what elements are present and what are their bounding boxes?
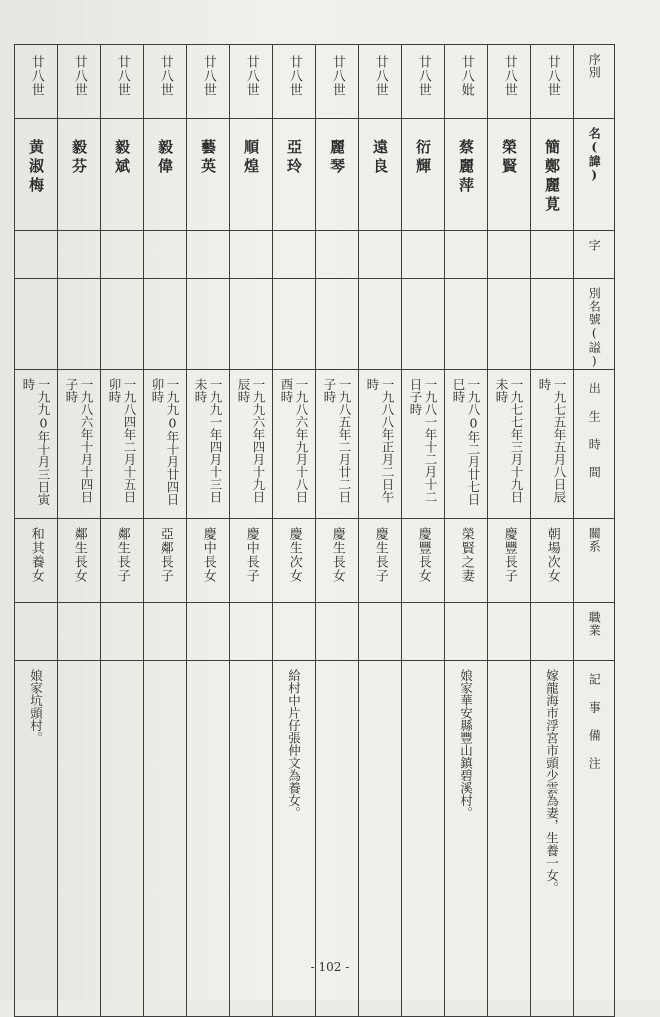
alias-cell xyxy=(187,279,230,370)
name-cell-text: 麗琴 xyxy=(328,139,346,177)
relation-cell-text: 亞鄰長子 xyxy=(157,527,173,583)
header-birth xyxy=(574,370,615,519)
birth-time-cell xyxy=(359,370,402,519)
relation-cell xyxy=(531,519,574,603)
header-gen xyxy=(574,45,615,119)
header-alias xyxy=(574,279,615,370)
gen-cell xyxy=(402,45,445,119)
gen-cell xyxy=(101,45,144,119)
relation-cell-text: 慶生長女 xyxy=(329,527,345,583)
header-courtesy xyxy=(574,231,615,279)
relation-cell-text: 朝場次女 xyxy=(544,527,560,583)
relation-cell-text: 慶中長子 xyxy=(243,527,259,583)
relation-cell-text: 慶生長子 xyxy=(372,527,388,583)
gen-cell xyxy=(316,45,359,119)
birth-time-cell-text: 一九七五年五月八日辰時 xyxy=(537,378,567,503)
relation-cell-text: 慶生次女 xyxy=(286,527,302,583)
occupation-cell xyxy=(58,603,101,661)
relation-cell xyxy=(230,519,273,603)
gen-cell-text: 廿八妣 xyxy=(458,55,474,97)
gen-cell xyxy=(531,45,574,119)
birth-time-cell-text: 一九九0年十月廿四日卯時 xyxy=(150,378,180,506)
birth-time-cell xyxy=(445,370,488,519)
name-cell-text: 毅偉 xyxy=(156,139,174,177)
header-birth-label: 出生時間 xyxy=(587,382,602,494)
gen-cell-text: 廿八世 xyxy=(157,55,173,97)
notes-cell-text: 給村中片仔張仲文為養女。 xyxy=(286,669,302,819)
relation-cell-text: 鄰生長子 xyxy=(114,527,130,583)
birth-time-cell-text: 一九八八年正月二日午時 xyxy=(365,378,395,503)
birth-time-cell-text: 一九七七年三月十九日未時 xyxy=(494,378,524,503)
header-occupation xyxy=(574,603,615,661)
name-cell-text: 衍輝 xyxy=(414,139,432,177)
gen-cell-text: 廿八世 xyxy=(200,55,216,97)
gen-cell xyxy=(144,45,187,119)
birth-time-cell xyxy=(101,370,144,519)
name-cell xyxy=(359,119,402,231)
name-cell-text: 黄淑梅 xyxy=(27,139,45,196)
page-number: - 102 - xyxy=(310,960,350,974)
relation-cell xyxy=(445,519,488,603)
relation-cell xyxy=(187,519,230,603)
birth-time-cell-text: 一九九六年四月十九日辰時 xyxy=(236,378,266,503)
relation-cell xyxy=(316,519,359,603)
courtesy-cell xyxy=(402,231,445,279)
name-cell-text: 蔡麗萍 xyxy=(457,139,475,196)
occupation-cell xyxy=(273,603,316,661)
alias-cell xyxy=(445,279,488,370)
header-courtesy-label: 字 xyxy=(587,239,602,252)
occupation-cell xyxy=(445,603,488,661)
occupation-cell xyxy=(359,603,402,661)
alias-cell xyxy=(230,279,273,370)
relation-cell xyxy=(101,519,144,603)
birth-time-cell xyxy=(187,370,230,519)
gen-cell xyxy=(273,45,316,119)
gen-cell-text: 廿八世 xyxy=(329,55,345,97)
alias-cell xyxy=(58,279,101,370)
gen-cell-text: 廿八世 xyxy=(71,55,87,97)
name-cell-text: 順煌 xyxy=(242,139,260,177)
occupation-cell xyxy=(402,603,445,661)
courtesy-cell xyxy=(144,231,187,279)
alias-cell xyxy=(402,279,445,370)
gen-cell xyxy=(445,45,488,119)
gen-cell-text: 廿八世 xyxy=(544,55,560,97)
birth-time-cell xyxy=(531,370,574,519)
gen-cell-text: 廿八世 xyxy=(243,55,259,97)
birth-time-cell xyxy=(144,370,187,519)
header-relation-label: 關系 xyxy=(587,527,602,553)
notes-cell-text: 娘家坑頭村。 xyxy=(28,669,44,744)
name-cell-text: 簡鄭麗莧 xyxy=(543,139,561,215)
gen-cell-text: 廿八世 xyxy=(372,55,388,97)
birth-time-cell-text: 一九八五年二月廿二日子時 xyxy=(322,378,352,503)
relation-cell-text: 慶豐長子 xyxy=(501,527,517,583)
courtesy-cell xyxy=(230,231,273,279)
name-cell xyxy=(144,119,187,231)
alias-cell xyxy=(488,279,531,370)
alias-cell xyxy=(531,279,574,370)
birth-time-cell xyxy=(488,370,531,519)
relation-cell-text: 慶中長女 xyxy=(200,527,216,583)
gen-cell xyxy=(359,45,402,119)
header-relation xyxy=(574,519,615,603)
gen-cell-text: 廿八世 xyxy=(28,55,44,97)
name-cell-text: 毅斌 xyxy=(113,139,131,177)
occupation-cell xyxy=(316,603,359,661)
name-cell xyxy=(15,119,58,231)
genealogy-table xyxy=(14,44,615,1017)
gen-cell xyxy=(488,45,531,119)
gen-cell xyxy=(58,45,101,119)
name-cell-text: 毅芬 xyxy=(70,139,88,177)
header-name xyxy=(574,119,615,231)
alias-cell xyxy=(15,279,58,370)
courtesy-cell xyxy=(273,231,316,279)
name-cell xyxy=(445,119,488,231)
gen-cell xyxy=(15,45,58,119)
relation-cell-text: 榮賢之妻 xyxy=(458,527,474,583)
alias-cell xyxy=(316,279,359,370)
gen-cell-text: 廿八世 xyxy=(501,55,517,97)
gen-cell xyxy=(187,45,230,119)
relation-cell xyxy=(359,519,402,603)
alias-cell xyxy=(101,279,144,370)
name-cell-text: 亞玲 xyxy=(285,139,303,177)
alias-cell xyxy=(359,279,402,370)
occupation-cell xyxy=(101,603,144,661)
header-occupation-label: 職業 xyxy=(587,611,602,637)
name-cell xyxy=(531,119,574,231)
birth-time-cell-text: 一九八一年十二月十二日子時 xyxy=(408,378,438,503)
relation-cell-text: 鄰生長女 xyxy=(71,527,87,583)
notes-cell-text: 娘家華安縣豐山鎮碧溪村。 xyxy=(458,669,474,819)
birth-time-cell xyxy=(316,370,359,519)
name-cell-text: 藝英 xyxy=(199,139,217,177)
courtesy-cell xyxy=(15,231,58,279)
courtesy-cell xyxy=(316,231,359,279)
birth-time-cell-text: 一九九一年四月十三日未時 xyxy=(193,378,223,503)
occupation-cell xyxy=(144,603,187,661)
courtesy-cell xyxy=(101,231,144,279)
gen-cell-text: 廿八世 xyxy=(286,55,302,97)
birth-time-cell xyxy=(15,370,58,519)
occupation-cell xyxy=(187,603,230,661)
name-cell xyxy=(316,119,359,231)
relation-cell-text: 慶豐長女 xyxy=(415,527,431,583)
name-cell xyxy=(101,119,144,231)
courtesy-cell xyxy=(488,231,531,279)
birth-time-cell-text: 一九九0年十月三日寅時 xyxy=(21,378,51,506)
birth-time-cell xyxy=(273,370,316,519)
relation-cell xyxy=(144,519,187,603)
courtesy-cell xyxy=(58,231,101,279)
birth-time-cell-text: 一九八六年十月十四日子時 xyxy=(64,378,94,503)
birth-time-cell-text: 一九八六年九月十八日酉時 xyxy=(279,378,309,503)
relation-cell-text: 和其養女 xyxy=(28,527,44,583)
relation-cell xyxy=(402,519,445,603)
birth-time-cell-text: 一九八0年二月廿七日巳時 xyxy=(451,378,481,506)
header-notes-label: 記事備注 xyxy=(587,673,602,785)
header-gen-label: 序別 xyxy=(587,53,602,79)
courtesy-cell xyxy=(359,231,402,279)
name-cell xyxy=(187,119,230,231)
courtesy-cell xyxy=(445,231,488,279)
courtesy-cell xyxy=(187,231,230,279)
alias-cell xyxy=(273,279,316,370)
birth-time-cell xyxy=(230,370,273,519)
birth-time-cell xyxy=(58,370,101,519)
relation-cell xyxy=(488,519,531,603)
notes-cell-text: 嫁龍海市浮宮市頭少雲為妻，生養一女。 xyxy=(544,669,560,894)
occupation-cell xyxy=(488,603,531,661)
gen-cell-text: 廿八世 xyxy=(415,55,431,97)
name-cell xyxy=(488,119,531,231)
relation-cell xyxy=(15,519,58,603)
occupation-cell xyxy=(15,603,58,661)
header-alias-label: 別名號(謚) xyxy=(587,287,602,369)
name-cell-text: 遠良 xyxy=(371,139,389,177)
courtesy-cell xyxy=(531,231,574,279)
occupation-cell xyxy=(230,603,273,661)
relation-cell xyxy=(58,519,101,603)
birth-time-cell-text: 一九八四年二月十五日卯時 xyxy=(107,378,137,503)
name-cell xyxy=(273,119,316,231)
name-cell-text: 榮賢 xyxy=(500,139,518,177)
name-cell xyxy=(58,119,101,231)
relation-cell xyxy=(273,519,316,603)
birth-time-cell xyxy=(402,370,445,519)
alias-cell xyxy=(144,279,187,370)
gen-cell xyxy=(230,45,273,119)
gen-cell-text: 廿八世 xyxy=(114,55,130,97)
name-cell xyxy=(402,119,445,231)
name-cell xyxy=(230,119,273,231)
occupation-cell xyxy=(531,603,574,661)
header-name-label: 名(諱) xyxy=(587,127,602,183)
